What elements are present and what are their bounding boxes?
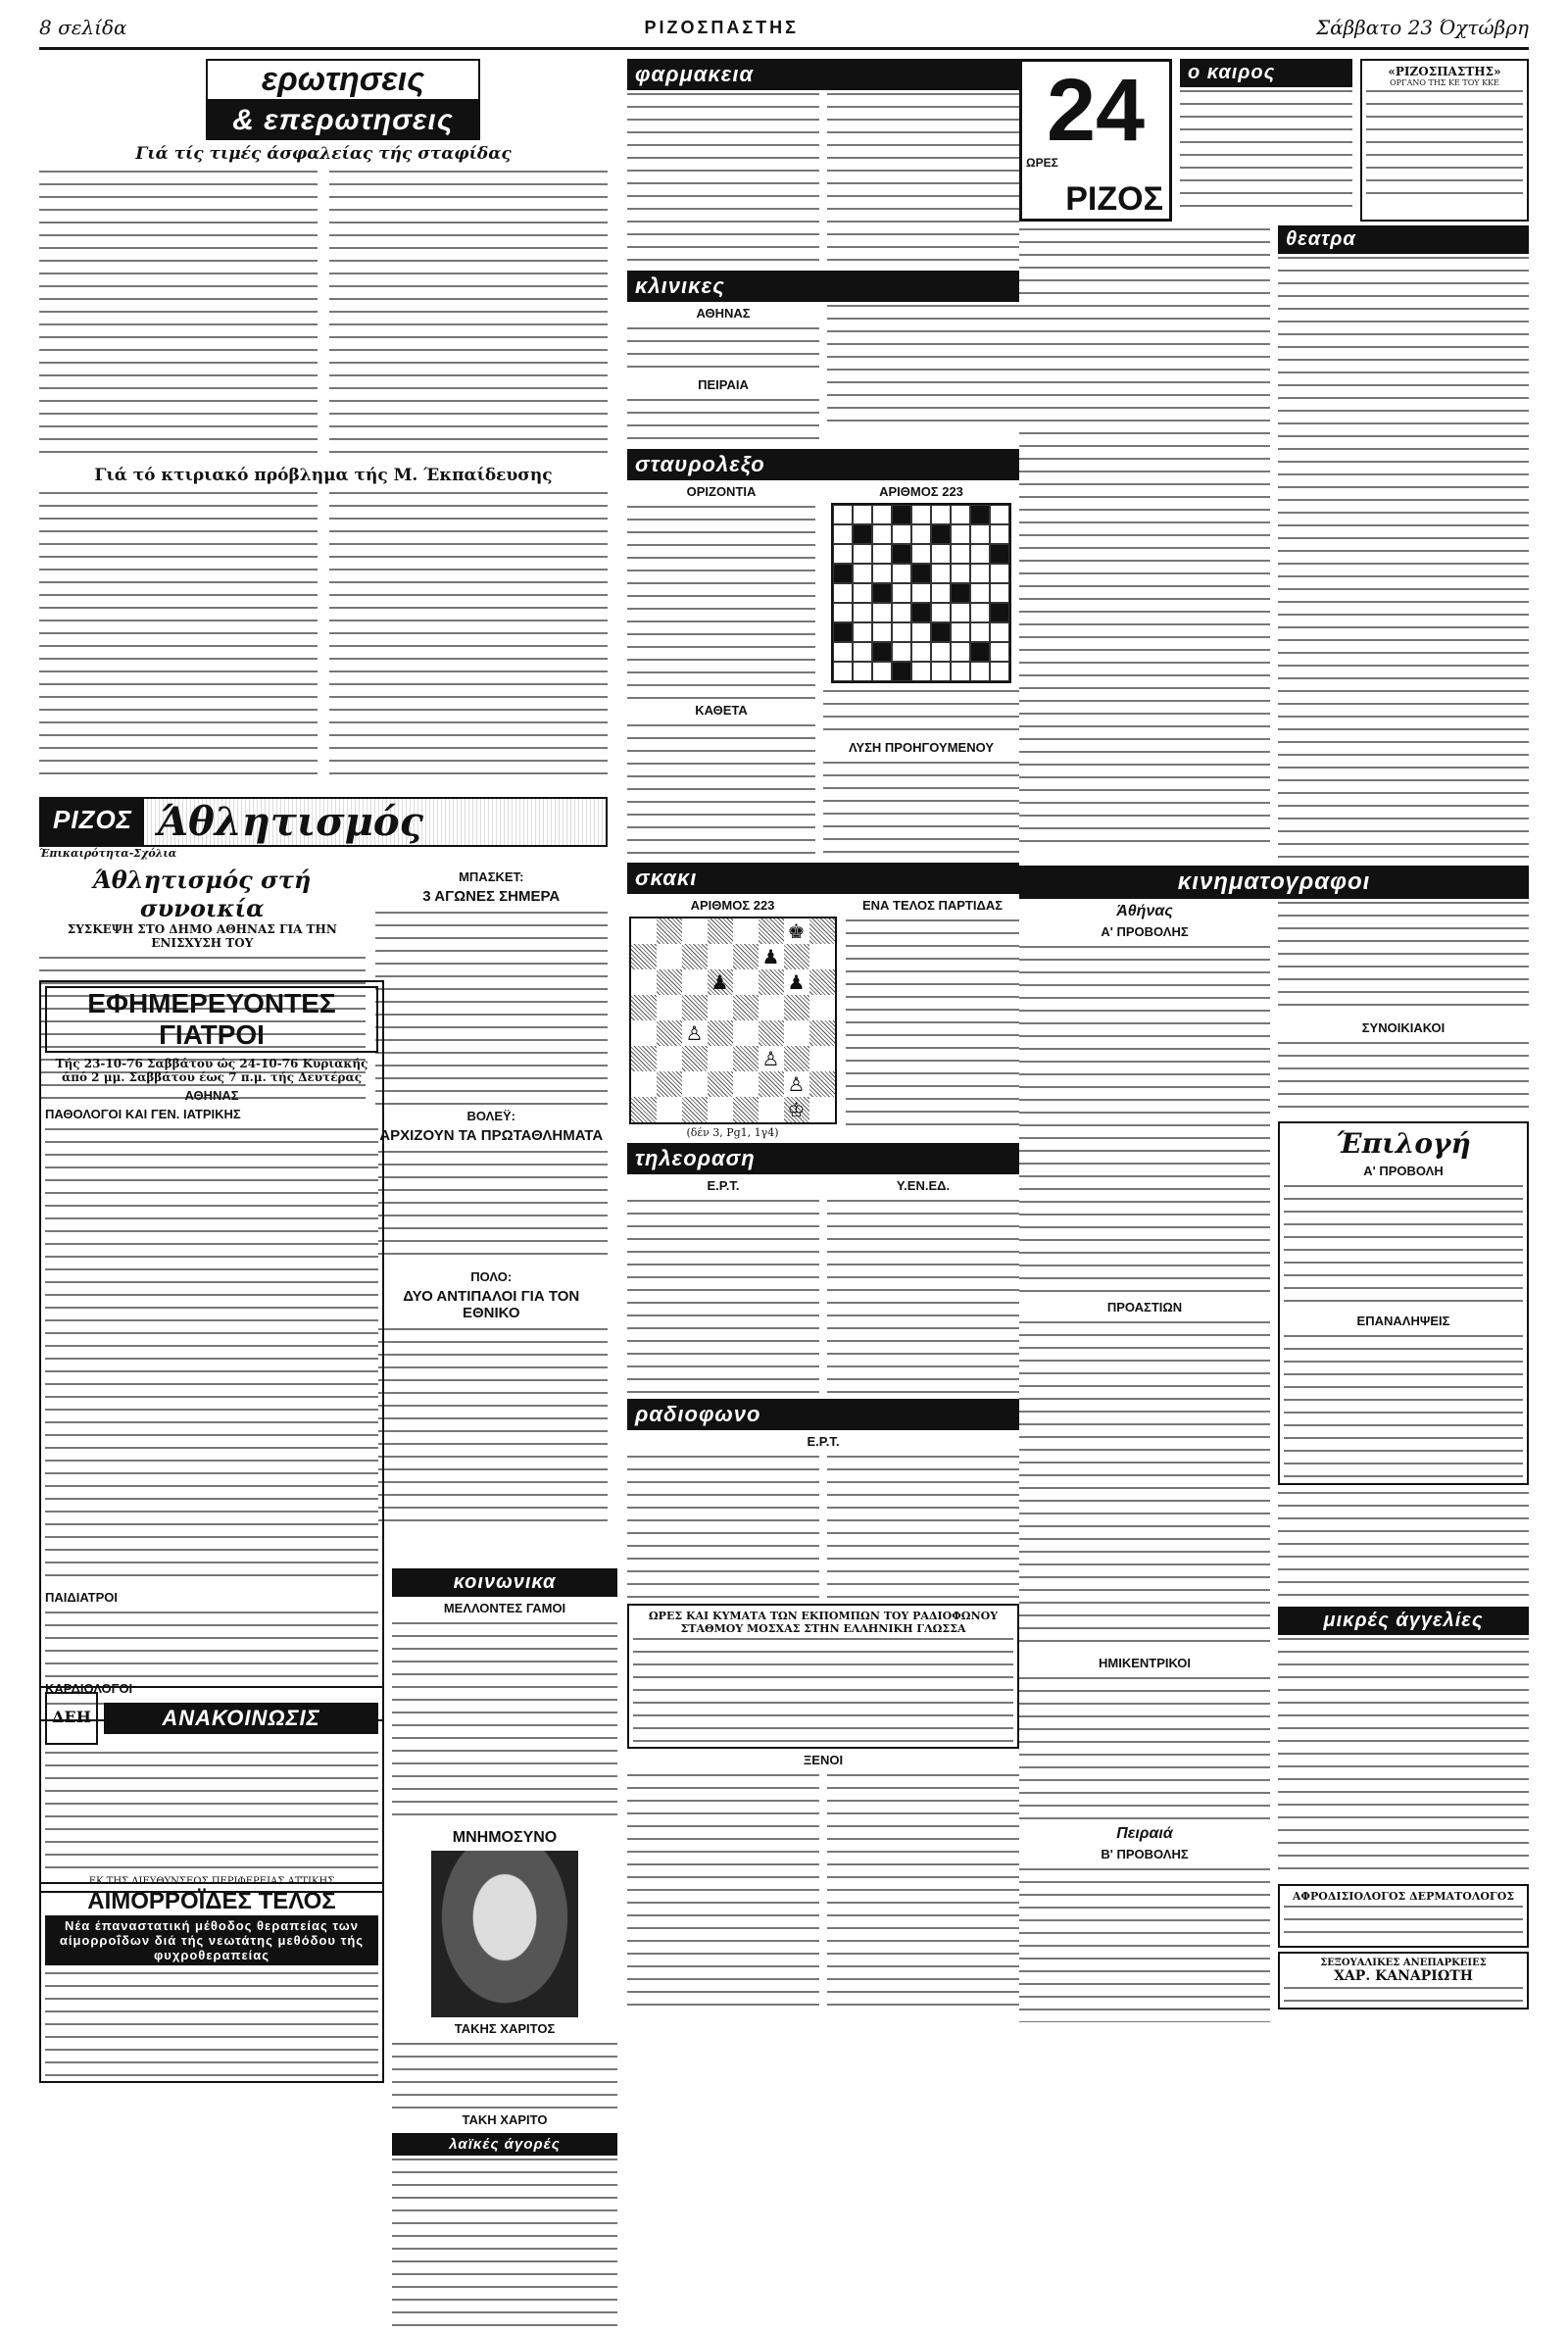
cinema-neighborhood: ΣΥΝΟΙΚΙΑΚΟΙ [1361, 1020, 1446, 1035]
sports-badge: ΡΙΖΟΣ [41, 799, 144, 845]
doctors-category-pathology: ΠΑΘΟΛΟΓΟΙ ΚΑΙ ΓΕΝ. ΙΑΤΡΙΚΗΣ [45, 1107, 241, 1121]
cinema-suburbs: ΠΡΟΑΣΤΙΩΝ [1106, 1300, 1183, 1315]
chess-board: ♚ ♟ ♟ ♟ ♙ ♙ ♙ ♔ [629, 917, 837, 1124]
page-header [39, 8, 1529, 50]
ad-kanarioti-title: ΧΑΡ. ΚΑΝΑΡΙΩΤΗ [1334, 1968, 1473, 1984]
section-title-interpellations: & επερωτησεις [206, 101, 480, 140]
ad-dermatologist-title: ΑΦΡΟΔΙΣΙΟΛΟΓΟΣ ΔΕΡΜΑΤΟΛΟΓΟΣ [1292, 1890, 1515, 1903]
page-number: 8 σελίδα [39, 16, 127, 39]
cinema-area: Άθήνας [1116, 903, 1173, 919]
article-body-schools [39, 489, 608, 783]
column-right [1019, 59, 1529, 2022]
article-title-raisins: Γιά τίς τιμές άσφαλείας τής σταφίδας [135, 144, 512, 164]
sports-article-title: Άθλητισμός στή συνοικία [93, 866, 312, 922]
doctors-subtitle: Τής 23-10-76 Σαββάτου ώς 24-10-76 Κυριακής άπό 2 μμ. Σαββάτου έως 7 π.μ. τής Δευτέρας [55, 1057, 368, 1084]
memorial-title: ΜΝΗΜΟΣΥΝΟ [452, 1829, 558, 1846]
basket-title: ΜΠΑΣΚΕΤ: [459, 869, 524, 884]
crossword-number: ΑΡΙΘΜΟΣ 223 [879, 484, 963, 499]
volley-title: ΒΟΛΕΫ: [466, 1109, 515, 1123]
ad-subtitle: Νέα έπαναστατική μέθοδος θεραπείας των αίμορροΐδων διά τής νεωτάτης μεθόδου τής φυχροθεραπείας [45, 1915, 378, 1965]
article-body-raisins [39, 168, 608, 462]
cinema-semicentral: ΗΜΙΚΕΝΤΡΙΚΟΙ [1098, 1656, 1191, 1670]
clock-brand: ΡΙΖΟΣ [1065, 180, 1163, 218]
selection-reruns: ΕΠΑΝΑΛΗΨΕΙΣ [1356, 1314, 1450, 1328]
social-header: κοινωνικα [392, 1568, 617, 1597]
memorial-photo [431, 1851, 578, 2017]
article-title-schools: Γιά τό κτιριακό πρόβλημα τής Μ. Έκπαίδευσης [94, 466, 553, 485]
radio-moscow-title: ΩΡΕΣ ΚΑΙ ΚΥΜΑΤΑ ΤΩΝ ΕΚΠΟΜΠΩΝ ΤΟΥ ΡΑΔΙΟΦΩΝΟΥ ΣΤΑΘΜΟΥ ΜΟΣΧΑΣ ΣΤΗΝ ΕΛΛΗΝΙΚΗ ΓΛΩΣΣΑ [648, 1610, 999, 1635]
selection-box [1278, 1121, 1529, 1485]
volley-subtitle: ΑΡΧΙΖΟΥΝ ΤΑ ΠΡΩΤΑΘΛΗΜΑΤΑ [379, 1127, 604, 1144]
clinics-header: κλινικες [627, 271, 1019, 302]
announcement-footer: ΕΚ ΤΗΣ ΔΙΕΥΘΥΝΣΕΩΣ ΠΕΡΙΦΕΡΕΙΑΣ ΑΤΤΙΚΗΣ [88, 1876, 335, 1887]
sports-subtitle: Έπικαιρότητα-Σχόλια [39, 847, 177, 860]
cinemas-header: κινηματογραφοι [1019, 866, 1529, 899]
announcement-title: ΑΝΑΚΟΙΝΩΣΙΣ [104, 1703, 378, 1734]
sports-article-subtitle: ΣΥΣΚΕΨΗ ΣΤΟ ΔΗΜΟ ΑΘΗΝΑΣ ΓΙΑ ΤΗΝ ΕΝΙΣΧΥΣΗ ΤΟΥ [67, 922, 337, 950]
sports-banner [39, 797, 608, 847]
announcement-box [39, 1686, 384, 1893]
doctors-title: ΕΦΗΜΕΡΕΥΟΝΤΕΣ ΓΙΑΤΡΟΙ [45, 986, 378, 1053]
radio-foreign: ΞΕΝΟΙ [803, 1753, 844, 1767]
power-company-logo-icon: ΔΕΗ [45, 1692, 98, 1745]
tv-header: τηλεοραση [627, 1143, 1019, 1174]
clock-label: ΩΡΕΣ [1026, 156, 1058, 170]
doctors-city: ΑΘΗΝΑΣ [184, 1088, 239, 1103]
memorial-name: ΤΑΚΗΣ ΧΑΡΙΤΟΣ [454, 2021, 556, 2036]
pool-subtitle: ΔΥΟ ΑΝΤΙΠΑΛΟΙ ΓΙΑ ΤΟΝ ΕΘΝΙΚΟ [403, 1288, 580, 1321]
tv-channel-yened: Υ.ΕΝ.ΕΔ. [896, 1178, 951, 1193]
ad-hemorrhoids [39, 1882, 384, 2083]
clinics-city: ΑΘΗΝΑΣ [696, 306, 751, 321]
masthead: ΡΙΖΟΣΠΑΣΤΗΣ [644, 17, 799, 37]
chess-result: (δέν 3, Ρg1, 1γ4) [686, 1126, 779, 1139]
crossword-header: σταυρολεξο [627, 449, 1019, 480]
chess-header: σκακι [627, 863, 1019, 894]
cinema-piraeus: Πειραιά [1116, 1825, 1173, 1842]
twenty-four-hours-logo [1019, 59, 1172, 222]
theaters-header: θεατρα [1278, 225, 1529, 254]
questions-section-header [206, 59, 480, 140]
issue-date: Σάββατο 23 Όχτώβρη [1315, 16, 1529, 39]
markets-header: λαϊκές άγορές [392, 2133, 617, 2156]
memorial-signature: ΤΑΚΗ ΧΑΡΙΤΟ [462, 2112, 548, 2127]
promo-title: «ΡΙΖΟΣΠΑΣΤΗΣ» [1388, 65, 1501, 78]
ad-dermatologist [1278, 1884, 1529, 1948]
clock-number: 24 [1046, 62, 1146, 160]
basket-subtitle: 3 ΑΓΩΝΕΣ ΣΗΜΕΡΑ [422, 888, 561, 905]
sports-title: Άθλητισμός [144, 799, 606, 845]
social-column [392, 1568, 617, 2332]
doctors-category-pediatrics: ΠΑΙΔΙΑΤΡΟΙ [45, 1590, 118, 1605]
crossword-vertical-label: ΚΑΘΕΤΑ [695, 703, 748, 718]
cinema-first-run: Α' ΠΡΟΒΟΛΗΣ [1101, 924, 1189, 939]
ad-title: ΑΙΜΟΡΡΟΪΔΕΣ ΤΕΛΟΣ [87, 1888, 336, 1914]
ad-kanarioti [1278, 1952, 1529, 2009]
rizospastis-promo-box [1360, 59, 1529, 222]
pharmacies-header: φαρμακεια [627, 59, 1019, 90]
radio-channel: Ε.Ρ.Τ. [807, 1434, 840, 1449]
doctors-category-cardiology: ΚΑΡΔΙΟΛΟΓΟΙ [45, 1681, 133, 1696]
radio-header: ραδιοφωνο [627, 1399, 1019, 1430]
cinema-piraeus-sub: Β' ΠΡΟΒΟΛΗΣ [1101, 1847, 1189, 1861]
classifieds-header: μικρές άγγελίες [1278, 1607, 1529, 1635]
crossword-grid [831, 503, 1011, 683]
selection-title: Έπιλογή [1336, 1127, 1471, 1160]
column-middle [627, 59, 1019, 2016]
social-subtitle: ΜΕΛΛΟΝΤΕΣ ΓΑΜΟΙ [443, 1601, 566, 1615]
promo-subtitle: ΟΡΓΑΝΟ ΤΗΣ ΚΕ ΤΟΥ ΚΚΕ [1390, 78, 1499, 87]
weather-header: ο καιρος [1180, 59, 1352, 87]
chess-number: ΑΡΙΘΜΟΣ 223 [690, 898, 775, 913]
selection-first-run: Α' ΠΡΟΒΟΛΗ [1363, 1164, 1444, 1178]
section-title-questions: ερωτησεις [206, 59, 480, 101]
clinics-city-piraeus: ΠΕΙΡΑΙΑ [698, 377, 749, 392]
chess-title: ΕΝΑ ΤΕΛΟΣ ΠΑΡΤΙΔΑΣ [861, 898, 1004, 913]
ad-kanarioti-sub: ΣΕΞΟΥΑΛΙΚΕΣ ΑΝΕΠΑΡΚΕΙΕΣ [1320, 1958, 1487, 1968]
column-left [39, 59, 608, 2153]
crossword-prev-solution: ΛΥΣΗ ΠΡΟΗΓΟΥΜΕΝΟΥ [848, 740, 995, 755]
crossword-horizontal-label: ΟΡΙΖΟΝΤΙΑ [686, 484, 757, 499]
pool-title: ΠΟΛΟ: [470, 1269, 513, 1284]
doctors-on-duty [39, 980, 384, 1721]
radio-moscow-box [627, 1604, 1019, 1749]
tv-channel-ert: Ε.Ρ.Τ. [707, 1178, 740, 1193]
